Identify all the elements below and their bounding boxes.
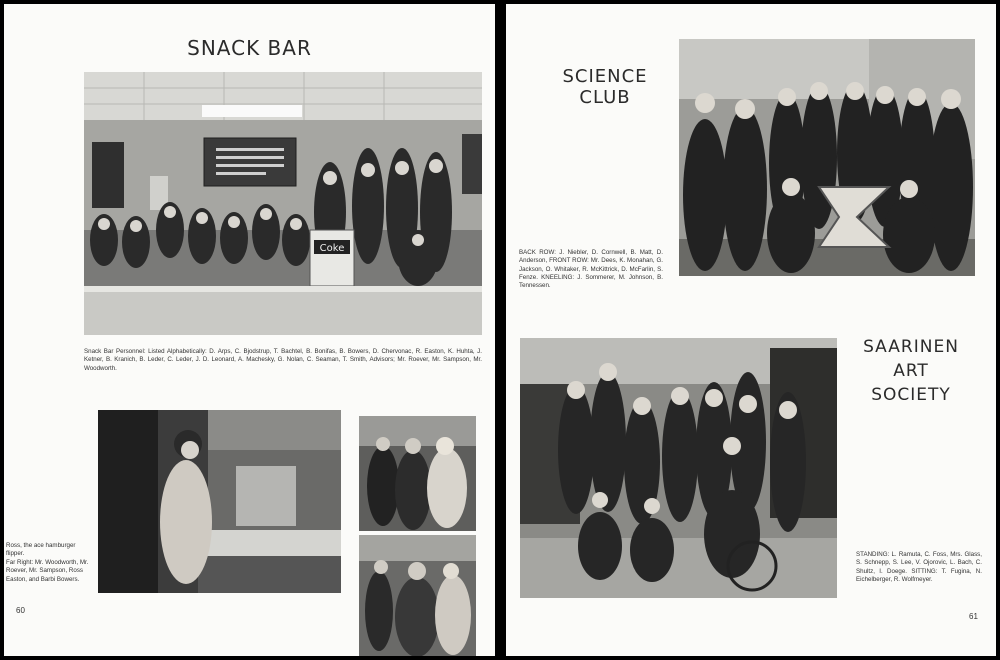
far-right-caption: Far Right: Mr. Woodworth, Mr. Roever, Mr. Sampson, Ross Easton, and Barbi Bowers. bbox=[6, 559, 89, 583]
page-number-right: 61 bbox=[969, 612, 978, 621]
science-club-title: SCIENCE CLUB bbox=[562, 66, 648, 109]
page-number-left: 60 bbox=[16, 606, 25, 615]
advisors-photo-top bbox=[359, 416, 476, 531]
advisors-photo-bottom bbox=[359, 535, 476, 656]
left-page bbox=[4, 4, 495, 656]
art-society-photo bbox=[520, 338, 837, 598]
art-society-caption: STANDING: L. Ramuta, C. Foss, Mrs. Glass, S. Schnepp, S. Lee, V. Ojorovic, L. Bach, C. Shultz, I. Doege. SITTING: T. Fugina, N. Eichelberger, R. Wolfmeyer. bbox=[856, 551, 982, 583]
flipper-caption: Ross, the ace hamburger flipper. bbox=[6, 542, 76, 558]
hamburger-flipper-photo bbox=[98, 410, 341, 593]
coke-sign-text: Coke bbox=[319, 243, 345, 254]
snack-bar-caption: Snack Bar Personnel: Listed Alphabetically: D. Arps, C. Bjodstrup, T. Bachtel, B. Bonifas, B. Bowers, D. Chervonac, R. Easton, K. Huhta, J. Ketner, B. Kranich, B. Leder, C. Leder, J. D. Leonard, A. Macheskу, G. Nolan, C. Seaman, T. Smith, Advisors; Mr. Roever, Mr. Sampson, Mr. Woodworth. bbox=[84, 348, 482, 372]
snack-bar-title: SNACK BAR bbox=[187, 36, 312, 60]
art-society-title: SAARINEN ART SOCIETY bbox=[863, 337, 959, 406]
science-club-caption: BACK ROW: J. Niebler, D. Cornwell, B. Matt, D. Anderson, FRONT ROW: Mr. Dees, K. Monahan, G. Jackson, O. Whitaker, R. McKittrick, D. McFarlin, S. Fenze. KNEELING: J. Sommerer, M. Johnson, B. Tennessen. bbox=[519, 249, 663, 290]
snack-bar-group-photo bbox=[84, 72, 482, 335]
right-page bbox=[506, 4, 996, 656]
science-club-photo bbox=[679, 39, 975, 276]
